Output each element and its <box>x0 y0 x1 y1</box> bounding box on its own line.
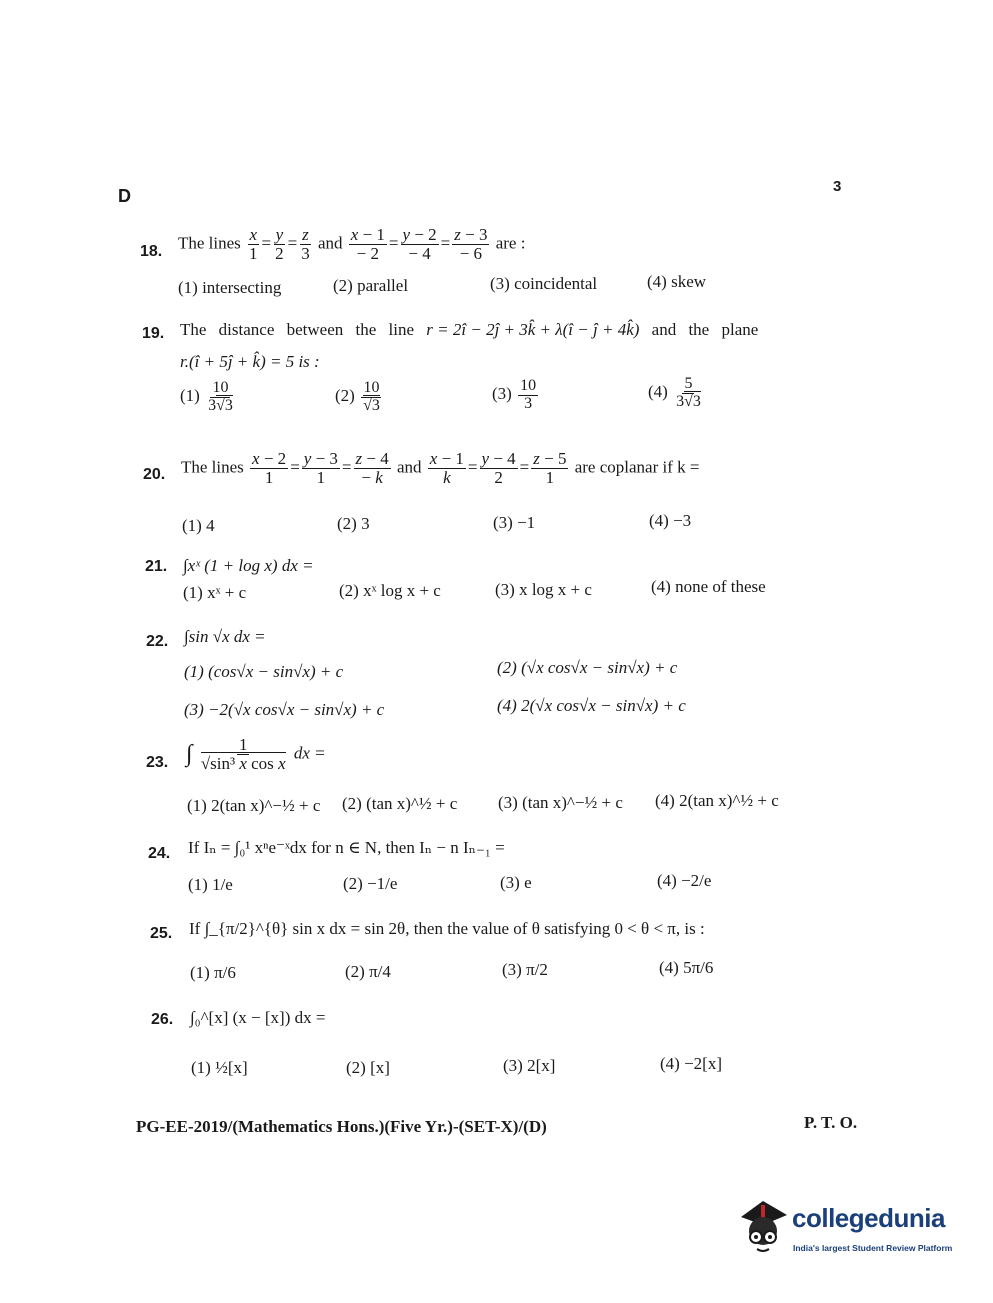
q18-option-3[interactable]: (3) coincidental <box>490 274 598 293</box>
q22-option-3[interactable]: (3) −2(√x cos√x − sin√x) + c <box>184 700 385 719</box>
q18-option-1[interactable]: (1) intersecting <box>178 278 282 297</box>
q20-option-1[interactable]: (1) 4 <box>182 516 215 535</box>
q23-option-4[interactable]: (4) 2(tan x)^½ + c <box>655 791 779 810</box>
q22-option-2[interactable]: (2) (√x cos√x − sin√x) + c <box>497 658 678 677</box>
question-19-line1 <box>180 320 758 340</box>
q18-option-4[interactable]: (4) skew <box>647 272 707 291</box>
paper-code: PG-EE-2019/(Mathematics Hons.)(Five Yr.)-(SET-X)/(D) <box>136 1117 547 1136</box>
integral-sign: ∫ <box>186 740 193 767</box>
question-19-line2: r.(î + 5ĵ + k̂) = 5 is : <box>180 352 320 371</box>
question-number-25: 25. <box>150 925 173 942</box>
logo-tagline: India's largest Student Review Platform <box>793 1243 953 1253</box>
q25-option-4[interactable]: (4) 5π/6 <box>659 958 714 977</box>
logo-wordmark: collegedunia <box>792 1203 945 1233</box>
question-21-stem: ∫xˣ (1 + log x) dx = <box>183 556 314 575</box>
q18-prefix: The lines <box>178 233 241 253</box>
question-18-stem: The lines $\frac{x}{1}$ = $\frac{y}{2}$ = $\frac{z}{3}$ and $\frac{x - 1}{- 2}$ = $\frac{y - 2}{- 4}$ = $\frac{z - 3}{- 6}$ are : <box>178 225 526 263</box>
q25-option-1[interactable]: (1) π/6 <box>190 963 236 982</box>
question-number-21: 21. <box>145 558 168 575</box>
q24-option-3[interactable]: (3) e <box>500 873 532 892</box>
q21-option-2[interactable]: (2) xˣ log x + c <box>339 581 441 600</box>
q22-option-1[interactable]: (1) (cos√x − sin√x) + c <box>184 662 344 681</box>
q18-suffix: are : <box>495 233 526 253</box>
q19-option-1-label: (1) <box>180 386 200 406</box>
q21-option-3[interactable]: (3) x log x + c <box>495 580 592 599</box>
question-number-23: 23. <box>146 754 169 771</box>
set-letter: D <box>118 186 131 206</box>
q22-option-4[interactable]: (4) 2(√x cos√x − sin√x) + c <box>497 696 686 715</box>
q20-option-2[interactable]: (2) 3 <box>337 514 370 533</box>
q19-option-2[interactable]: (2) $\frac{10}{√3}$ <box>335 379 380 414</box>
q20-suffix: are coplanar if k = <box>574 457 700 477</box>
q20-prefix: The lines <box>181 457 244 477</box>
question-20-stem: The lines $\frac{x - 2}{1}$ = $\frac{y - 3}{1}$ = $\frac{z - 4}{- k}$ and $\frac{x - 1}{k}$ = $\frac{y - 4}{2}$ = $\frac{z - 5}{1}$ are coplanar if k = <box>181 449 700 487</box>
q19-option-2-label: (2) <box>335 386 355 406</box>
q19-option-4-label: (4) <box>648 382 668 402</box>
q24-option-2[interactable]: (2) −1/e <box>343 874 398 893</box>
q20-mid: and <box>396 457 422 477</box>
q23-option-2[interactable]: (2) (tan x)^½ + c <box>342 794 458 813</box>
q24-option-1[interactable]: (1) 1/e <box>188 875 233 894</box>
pto-label: P. T. O. <box>804 1113 858 1132</box>
q18-option-2[interactable]: (2) parallel <box>333 276 409 295</box>
q18-mid: and <box>317 233 343 253</box>
question-number-19: 19. <box>142 325 165 342</box>
q26-option-4[interactable]: (4) −2[x] <box>660 1054 722 1073</box>
q21-option-4[interactable]: (4) none of these <box>651 577 766 596</box>
q20-option-3[interactable]: (3) −1 <box>493 513 536 532</box>
question-23-stem: ∫ $\frac{1}{\text{√sin³ x cos x}}$ dx = <box>186 735 326 773</box>
q25-option-2[interactable]: (2) π/4 <box>345 962 391 981</box>
q19-text1: The distance between the line <box>180 320 415 339</box>
q20-option-4[interactable]: (4) −3 <box>649 511 692 530</box>
q19-text2: and the plane <box>651 320 759 339</box>
question-number-20: 20. <box>143 466 166 483</box>
q23-stem-end: dx = <box>293 743 326 763</box>
q21-option-1[interactable]: (1) xˣ + c <box>183 583 247 602</box>
q25-option-3[interactable]: (3) π/2 <box>502 960 548 979</box>
collegedunia-logo[interactable] <box>735 1195 965 1270</box>
q19-option-3-label: (3) <box>492 384 512 404</box>
page-number: 3 <box>833 178 842 195</box>
q19-option-4[interactable]: (4) $\frac{5}{3√3}$ <box>648 375 701 410</box>
q19-line-expr: r = 2î − 2ĵ + 3k̂ + λ(î − ĵ + 4k̂) <box>426 320 640 339</box>
question-number-22: 22. <box>146 633 169 650</box>
question-25-stem: If ∫_{π/2}^{θ} sin x dx = sin 2θ, then the value of θ satisfying 0 < θ < π, is : <box>189 919 705 938</box>
question-number-24: 24. <box>148 845 171 862</box>
question-26-stem: ∫₀^[x] (x − [x]) dx = <box>190 1008 326 1027</box>
q26-option-2[interactable]: (2) [x] <box>346 1058 390 1077</box>
question-number-18: 18. <box>140 243 163 260</box>
mascot-icon <box>735 1195 791 1255</box>
question-22-stem: ∫sin √x dx = <box>184 627 266 646</box>
question-24-stem: If Iₙ = ∫₀¹ xⁿe⁻ˣdx for n ∈ N, then Iₙ − n Iₙ₋₁ = <box>188 838 505 857</box>
q26-option-3[interactable]: (3) 2[x] <box>503 1056 556 1075</box>
q26-option-1[interactable]: (1) ½[x] <box>191 1058 248 1077</box>
q19-option-3[interactable]: (3) $\frac{10}{3}$ <box>492 377 537 412</box>
q23-option-1[interactable]: (1) 2(tan x)^−½ + c <box>187 796 321 815</box>
q24-option-4[interactable]: (4) −2/e <box>657 871 712 890</box>
question-number-26: 26. <box>151 1011 174 1028</box>
q19-option-1[interactable]: (1) $\frac{10}{3√3}$ <box>180 379 233 414</box>
q23-option-3[interactable]: (3) (tan x)^−½ + c <box>498 793 623 812</box>
